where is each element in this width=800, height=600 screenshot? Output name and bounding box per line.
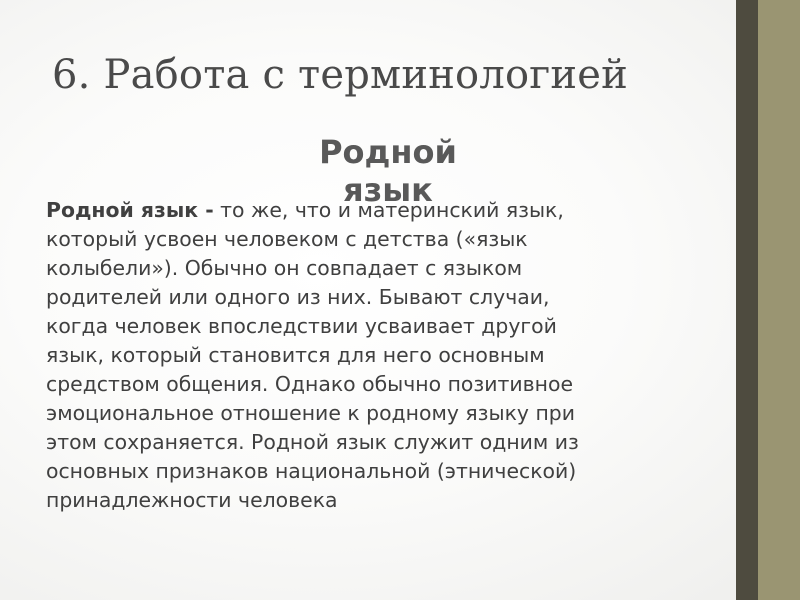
definition-line: колыбели»). Обычно он совпадает с языком [46,256,523,280]
definition-line: средством общения. Однако обычно позитивное [46,372,573,396]
definition-line: этом сохраняется. Родной язык служит одним из [46,430,579,454]
definition-text [46,196,714,515]
term-label: Родной язык - [46,198,214,222]
definition-line: эмоциональное отношение к родному языку при [46,401,575,425]
definition-line: принадлежности человека [46,488,338,512]
slide-subtitle: Родной язык [319,133,457,209]
decorative-side-bar-dark [736,0,758,600]
definition-line: родителей или одного из них. Бывают случаи, [46,285,550,309]
definition-line [46,196,714,225]
decorative-side-bar-olive [758,0,800,600]
definition-line-text: то же, что и материнский язык, [213,198,564,222]
definition-line: основных признаков национальной (этнической) [46,459,577,483]
definition-line: который усвоен человеком с детства («язык [46,227,528,251]
definition-line: язык, который становится для него основным [46,343,545,367]
slide-title: 6. Работа с терминологией [52,52,628,98]
definition-line: когда человек впоследствии усваивает другой [46,314,557,338]
